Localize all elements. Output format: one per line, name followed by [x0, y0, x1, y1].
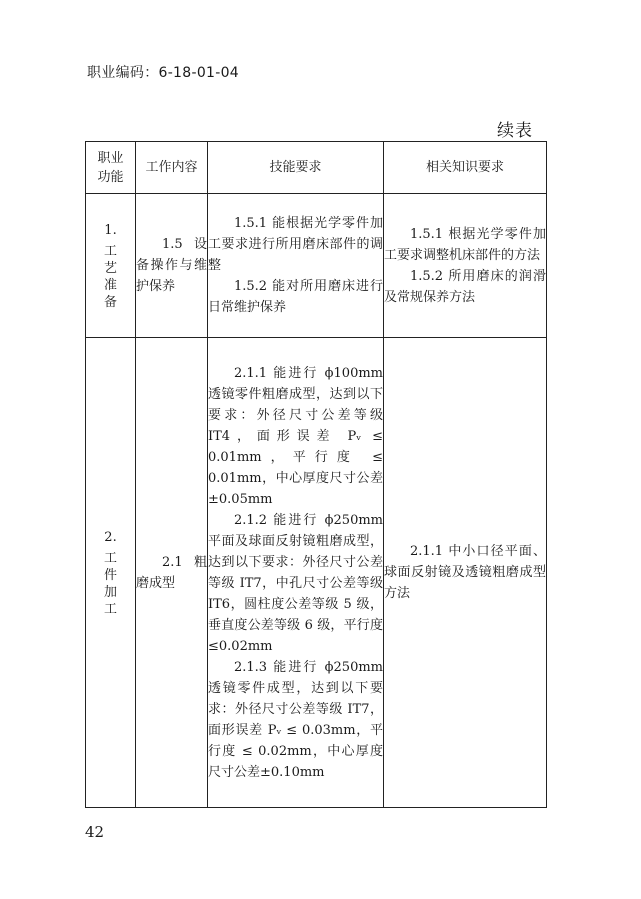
knowledge-item: 2.1.1 中小口径平面、球面反射镜及透镜粗磨成型方法	[384, 544, 546, 601]
skill-item: 1.5.1 能根据光学零件加工要求进行所用磨床部件的调整	[208, 216, 383, 273]
skill-item: 2.1.1 能进行 ϕ100mm 透镜零件粗磨成型，达到以下要求：外径尺寸公差等级 IT4，面形误差 Pᵥ ≤ 0.01mm，平行度 ≤ 0.01mm，中心厚度尺寸公差±0.05mm	[208, 365, 383, 507]
work-content-cell	[136, 194, 208, 338]
function-number: 2.	[104, 529, 117, 545]
function-number: 1.	[104, 222, 117, 238]
occupation-code: 职业编码：6-18-01-04	[87, 65, 240, 81]
skill-requirements-table	[85, 141, 547, 808]
header-knowledge: 相关知识要求	[384, 142, 547, 194]
work-content-cell	[136, 338, 208, 808]
skill-item: 2.1.3 能进行 ϕ250mm 透镜零件成型，达到以下要求：外径尺寸公差等级 IT7，面形误差 Pᵥ ≤ 0.03mm，平行度 ≤ 0.02mm，中心厚度尺寸公差±0.10mm	[208, 659, 383, 780]
work-content: 2.1 粗磨成型	[136, 554, 207, 591]
table-row	[86, 194, 547, 338]
header-content: 工作内容	[136, 142, 208, 194]
function-name: 工件加工	[103, 550, 117, 617]
table-header-row	[86, 142, 547, 194]
function-cell	[86, 194, 136, 338]
page-number: 42	[85, 823, 105, 841]
header-function: 职业功能	[86, 142, 136, 194]
work-content: 1.5 设备操作与维护保养	[136, 237, 207, 294]
table-row	[86, 338, 547, 808]
knowledge-item: 1.5.1 根据光学零件加工要求调整机床部件的方法	[384, 226, 546, 263]
knowledge-item: 1.5.2 所用磨床的润滑及常规保养方法	[384, 268, 546, 305]
skills-cell	[208, 338, 384, 808]
function-cell	[86, 338, 136, 808]
skill-item: 2.1.2 能进行 ϕ250mm 平面及球面反射镜粗磨成型，达到以下要求：外径尺寸公差等级 IT7，中孔尺寸公差等级 IT6，圆柱度公差等级 5 级，垂直度公差等级 6 级，平行度≤0.02mm	[208, 512, 383, 654]
function-name: 工艺准备	[103, 243, 117, 310]
skill-item: 1.5.2 能对所用磨床进行日常维护保养	[208, 279, 383, 315]
header-skills: 技能要求	[208, 142, 384, 194]
knowledge-cell	[384, 338, 547, 808]
knowledge-cell	[384, 194, 547, 338]
skills-cell	[208, 194, 384, 338]
continued-label: 续表	[497, 121, 533, 141]
